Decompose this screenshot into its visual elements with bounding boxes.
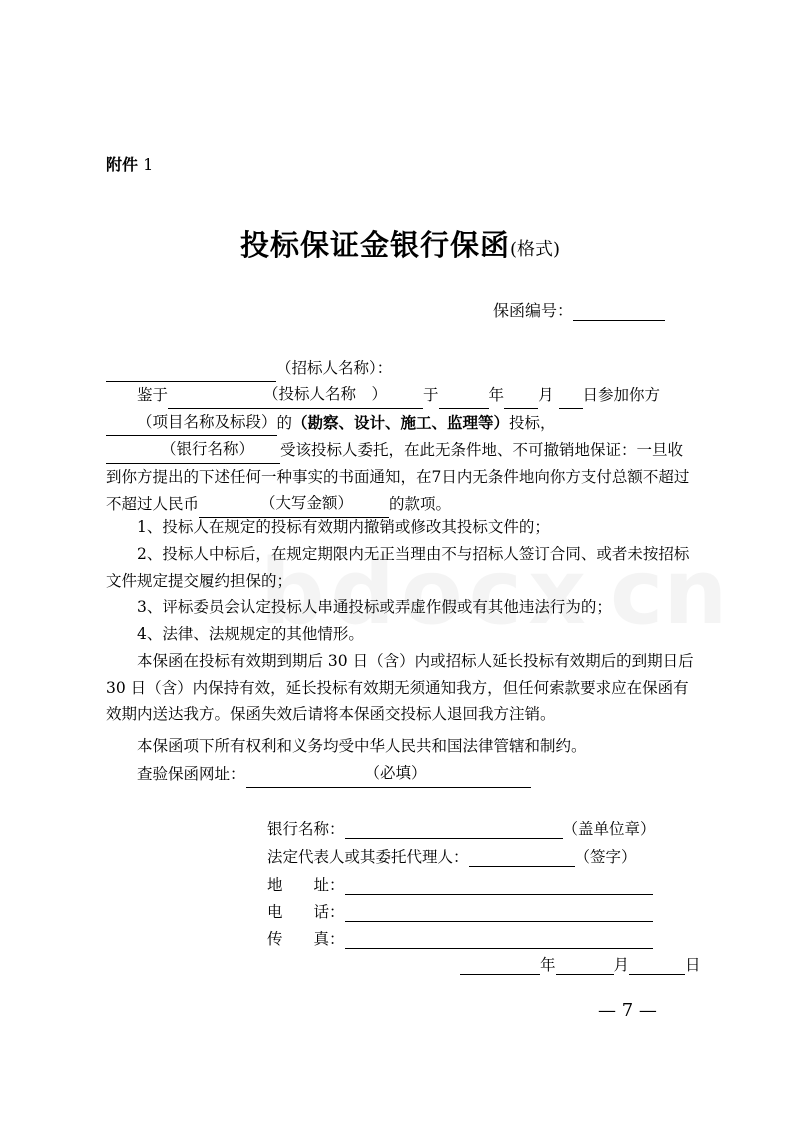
representative-label: 法定代表人或其委托代理人： bbox=[267, 848, 469, 866]
verify-url-note: （必填） bbox=[364, 764, 427, 782]
item-1: 1、投标人在规定的投标有效期内撤销或修改其投标文件的； bbox=[137, 518, 550, 536]
telephone-label: 电 话： bbox=[267, 903, 345, 921]
addressee-suffix: （招标人名称）： bbox=[276, 359, 393, 377]
verify-url-blank bbox=[246, 760, 531, 788]
year-label: 年 bbox=[540, 956, 556, 974]
bidder-blank bbox=[168, 381, 387, 409]
bank-blank bbox=[106, 436, 254, 464]
day-blank bbox=[629, 956, 685, 975]
project-blank bbox=[106, 409, 277, 437]
title-suffix: (格式) bbox=[509, 239, 561, 260]
month-label: 月 bbox=[613, 956, 630, 974]
guarantee-number-label: 保函编号： bbox=[493, 301, 574, 320]
paragraph-law: 本保函项下所有权利和义务均受中华人民共和国法律管辖和制约。 bbox=[137, 737, 587, 755]
work-types: （勘察、设计、施工、监理等） bbox=[292, 412, 510, 432]
bank-name-label: 银行名称： bbox=[267, 820, 345, 838]
representative-line bbox=[267, 845, 637, 867]
bank-name-line bbox=[267, 817, 656, 839]
addressee-blank bbox=[106, 363, 276, 382]
page-number: — 7 — bbox=[598, 1000, 657, 1021]
text: 日参加你方 bbox=[582, 386, 661, 404]
blank bbox=[387, 392, 423, 409]
verify-url-label: 查验保函网址： bbox=[137, 765, 246, 783]
bank-name-blank bbox=[345, 820, 563, 839]
paragraph-validity: 本保函在投标有效期到期后 30 日（含）内或招标人延长投标有效期后的到期日后 30 日（含）内保持有效，延长投标有效期无须通知我方，但任何索款要求应在保函有效期内送达我方。保函失效后请将本保函交投标人退回我方注销。 bbox=[106, 652, 694, 723]
text: 的 bbox=[276, 413, 293, 432]
year-blank bbox=[460, 956, 540, 975]
guarantee-number-line bbox=[493, 298, 665, 321]
text: 年 bbox=[488, 386, 505, 404]
text: 的款项。 bbox=[389, 495, 452, 513]
guarantee-number-blank bbox=[573, 302, 665, 321]
bank-hint: （银行名称） bbox=[161, 440, 255, 458]
bidder-hint: （投标人名称 ） bbox=[263, 385, 388, 403]
item-3: 3、评标委员会认定投标人串通投标或弄虚作假或有其他违法行为的； bbox=[137, 598, 612, 616]
blank bbox=[254, 447, 280, 464]
verify-url-line bbox=[106, 760, 698, 788]
address-blank bbox=[345, 876, 653, 895]
bank-seal-note: （盖单位章） bbox=[562, 820, 656, 838]
day-label: 日 bbox=[685, 956, 701, 974]
text: 月 bbox=[538, 386, 554, 404]
title-main: 投标保证金银行保函 bbox=[239, 228, 510, 262]
attachment-header bbox=[106, 152, 153, 175]
paragraph-intro bbox=[106, 381, 698, 518]
address-line bbox=[267, 873, 653, 895]
address-label: 地 址： bbox=[267, 876, 345, 894]
year-blank bbox=[439, 392, 489, 409]
month-blank bbox=[556, 956, 614, 975]
attachment-number: 1 bbox=[143, 155, 154, 174]
day-blank bbox=[559, 392, 583, 409]
item-2: 2、投标人中标后，在规定期限内无正当理由不与招标人签订合同、或者未按招标文件规定提交履约担保的； bbox=[106, 545, 690, 590]
telephone-line bbox=[267, 900, 653, 922]
text: 于 bbox=[423, 386, 439, 404]
addressee-line bbox=[106, 355, 698, 382]
month-blank bbox=[504, 392, 538, 409]
project-hint: （项目名称及标段） bbox=[137, 412, 277, 431]
attachment-label: 附件 bbox=[106, 155, 139, 174]
amount-hint: （大写金额） bbox=[260, 494, 354, 512]
telephone-blank bbox=[345, 903, 653, 922]
fax-blank bbox=[345, 930, 653, 949]
fax-label: 传 真： bbox=[267, 930, 345, 948]
fax-line bbox=[267, 927, 653, 949]
text: 受该投标人委托，在此无条件地、不可撤销地保证：一旦收到你方提出的下述任何一种事实的书面通知，在7日内无条件地向你方支付总额不超过不超过人民币 bbox=[106, 441, 690, 513]
item-4: 4、法律、法规规定的其他情形。 bbox=[137, 625, 364, 643]
text: 鉴于 bbox=[137, 386, 169, 404]
date-line bbox=[460, 953, 701, 975]
signature-note: （签字） bbox=[574, 848, 637, 866]
representative-blank bbox=[469, 848, 575, 867]
text: 投标， bbox=[509, 413, 556, 432]
document-title bbox=[0, 223, 800, 264]
